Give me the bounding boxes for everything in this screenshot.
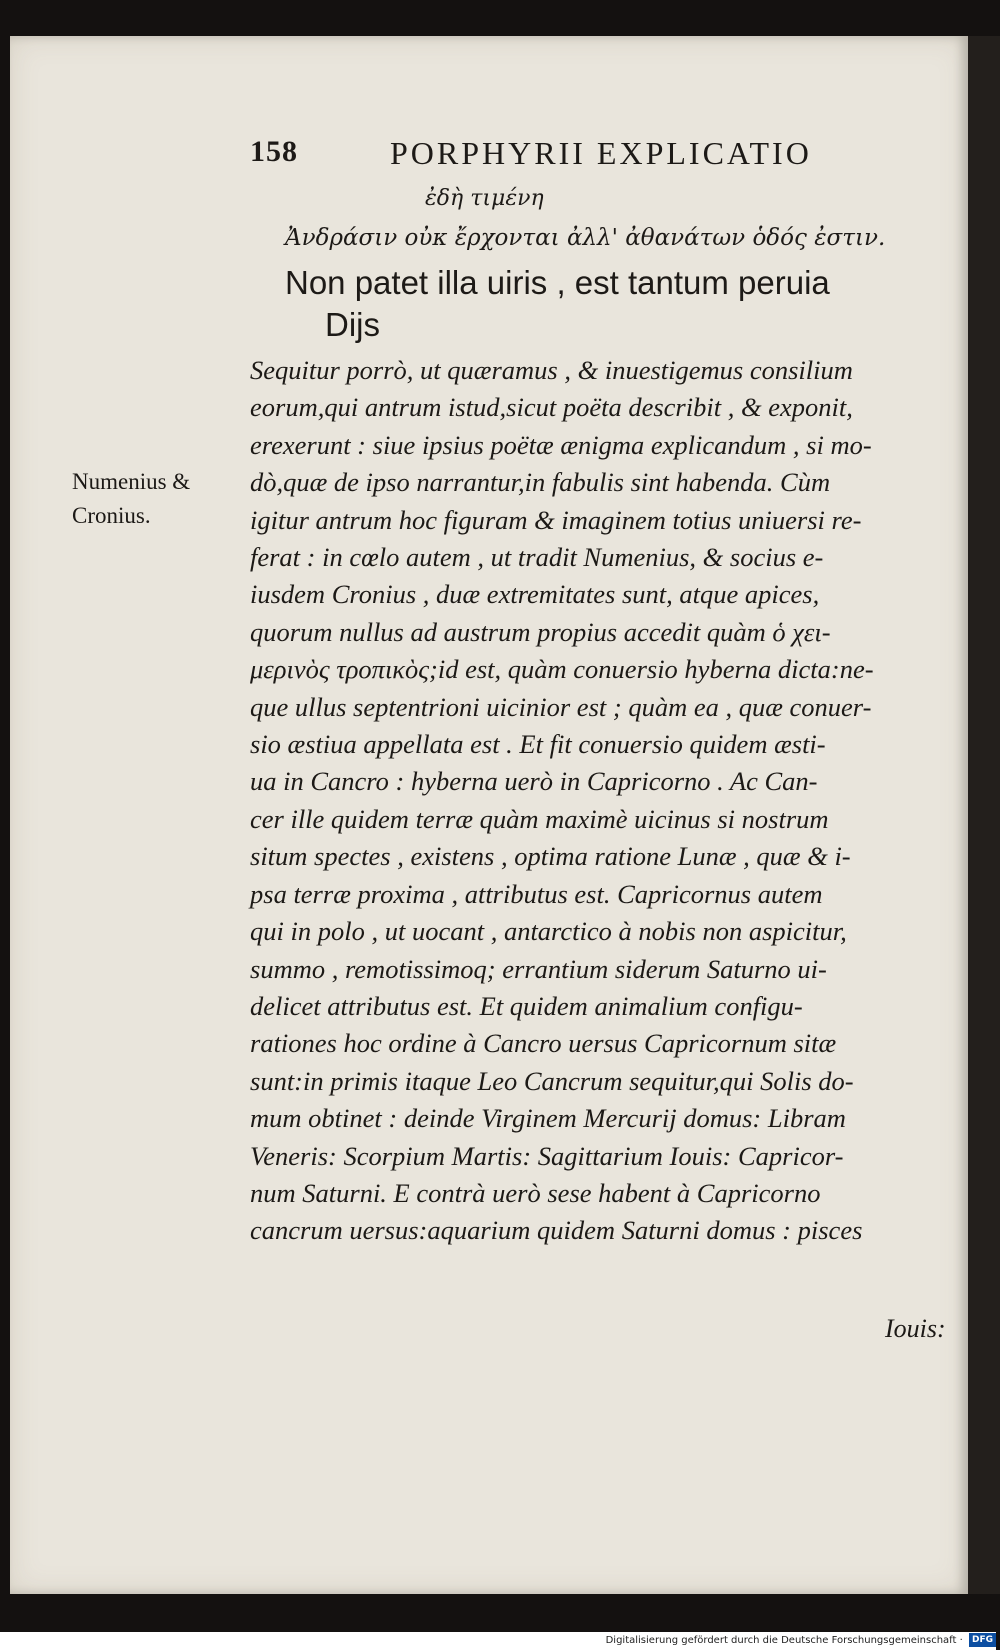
body-line: num Saturni. E contrà uerò sese habent à Capricorno: [250, 1177, 821, 1208]
body-line: cancrum uersus:aquarium quidem Saturni domus : pisces: [250, 1215, 863, 1246]
body-line: erexerunt : siue ipsius poëtæ ænigma explicandum , si mo-: [250, 429, 872, 460]
body-line: rationes hoc ordine à Cancro uersus Capricornum sitæ: [250, 1028, 837, 1059]
body-line: delicet attributus est. Et quidem animalium configu-: [250, 990, 803, 1021]
verse-line: Non patet illa uiris , est tantum peruia: [285, 264, 830, 301]
page-header: [250, 135, 890, 175]
body-line: que ullus septentrioni uicinior est ; quàm ea , quæ conuer-: [250, 691, 872, 722]
body-line: μερινὸς τροπικὸς;id est, quàm conuersio hyberna dicta:ne-: [250, 654, 874, 685]
body-line: iusdem Cronius , duæ extremitates sunt, atque apices,: [250, 579, 820, 610]
body-line: eorum,qui antrum istud,sicut poëta describit , & exponit,: [250, 392, 853, 423]
marginal-note: [72, 465, 242, 533]
body-line: cer ille quidem terræ quàm maximè uicinus si nostrum: [250, 803, 829, 834]
body-line: summo , remotissimoq; errantium siderum Saturno ui-: [250, 953, 827, 984]
marginal-line: Numenius &: [72, 469, 191, 494]
page-number: 158: [250, 135, 298, 168]
footer-text: Digitalisierung gefördert durch die Deutsche Forschungsgemeinschaft ·: [605, 1635, 963, 1646]
body-line: ferat : in cœlo autem , ut tradit Numenius, & socius e-: [250, 542, 824, 573]
verse-line: Dijs: [325, 306, 380, 343]
body-line: psa terræ proxima , attributus est. Capricornus autem: [250, 878, 823, 909]
body-text: [250, 352, 950, 1250]
body-line: situm spectes , existens , optima ratione Lunæ , quæ & i-: [250, 841, 851, 872]
body-line: Veneris: Scorpium Martis: Sagittarium Iouis: Capricor-: [250, 1140, 844, 1171]
greek-line-2: Ἀνδράσιν οὐκ ἔρχονται ἀλλ' ἀθανάτων ὁδός ἐστιν.: [285, 225, 886, 251]
catchword: Iouis:: [885, 1314, 946, 1343]
body-line: igitur antrum hoc figuram & imaginem totius uniuersi re-: [250, 504, 862, 535]
dfg-logo: DFG: [969, 1633, 996, 1647]
marginal-line: Cronius.: [72, 503, 151, 528]
body-line: qui in polo , ut uocant , antarctico à nobis non aspicitur,: [250, 916, 847, 947]
body-line: mum obtinet : deinde Virginem Mercurij domus: Libram: [250, 1103, 846, 1134]
greek-line-1: ἐδὴ τιμένη: [425, 186, 544, 211]
body-line: Sequitur porrò, ut quæramus , & inuestigemus consilium: [250, 355, 853, 385]
digitization-footer: [0, 1632, 996, 1650]
running-title: PORPHYRII EXPLICATIO: [390, 135, 812, 171]
body-line: dò,quæ de ipso narrantur,in fabulis sint habenda. Cùm: [250, 467, 831, 498]
body-line: sunt:in primis itaque Leo Cancrum sequitur,qui Solis do-: [250, 1065, 854, 1096]
body-line: sio æstiua appellata est . Et fit conuersio quidem æsti-: [250, 729, 826, 760]
body-line: quorum nullus ad austrum propius accedit quàm ὁ χει-: [250, 616, 831, 647]
page-edge-shadow: [968, 36, 1000, 1594]
latin-verse-translation: [285, 262, 945, 346]
body-line: ua in Cancro : hyberna uerò in Capricorno . Ac Can-: [250, 766, 818, 797]
